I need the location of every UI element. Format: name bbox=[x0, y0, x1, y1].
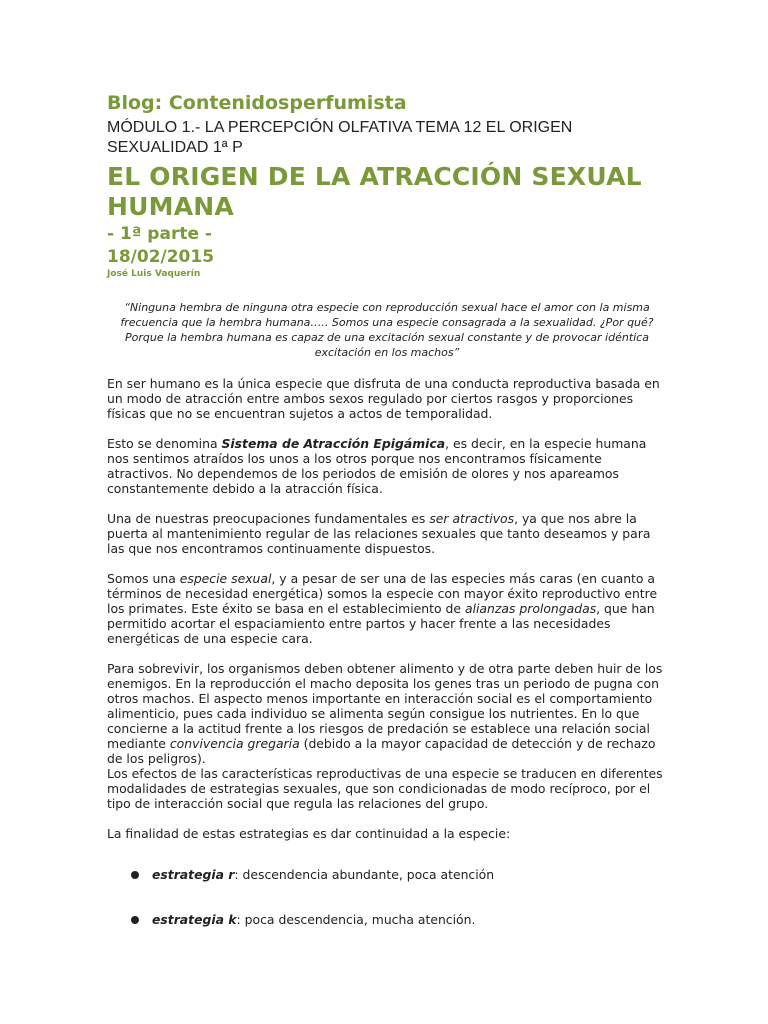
term-epigamic-system: Sistema de Atracción Epigámica bbox=[221, 436, 446, 451]
article-title: EL ORIGEN DE LA ATRACCIÓN SEXUAL HUMANA bbox=[107, 162, 642, 221]
strategy-description: : poca descendencia, mucha atención. bbox=[236, 912, 476, 927]
term-alianzas-prolongadas: alianzas prolongadas bbox=[464, 601, 597, 616]
paragraph-4 bbox=[107, 571, 667, 646]
term-convivencia-gregaria: convivencia gregaria bbox=[169, 736, 300, 751]
document-page bbox=[107, 90, 667, 927]
author-name: José Luis Vaquerín bbox=[107, 269, 201, 279]
paragraph-3-text-a: Una de nuestras preocupaciones fundamentales es bbox=[107, 511, 430, 526]
paragraph-2 bbox=[107, 436, 667, 496]
strategy-term: estrategia r bbox=[152, 867, 235, 882]
strategy-description: : descendencia abundante, poca atención bbox=[234, 867, 495, 882]
paragraph-7: La finalidad de estas estrategias es dar continuidad a la especie: bbox=[107, 826, 511, 841]
bullet-icon bbox=[131, 871, 139, 879]
term-ser-atractivos: ser atractivos bbox=[429, 511, 515, 526]
paragraph-3-text-b: , ya que nos abre la puerta al mantenimiento regular de las relaciones sexuales que tanto deseamos y para las que nos encontramos continuamente dispuestos. bbox=[107, 511, 651, 556]
strategy-list bbox=[107, 867, 667, 927]
paragraph-3 bbox=[107, 511, 667, 556]
paragraph-5-text-a: Para sobrevivir, los organismos deben obtener alimento y de otra parte deben huir de los enemigos. En la reproducción el macho deposita los genes tras un periodo de pugna con otros machos. El aspecto menos importante en interacción social es el comportamiento alimenticio, pues cada individuo se alimenta según consigue los nutrientes. En lo que concierne a la actitud frente a los riesgos de predación se establece una relación social mediante bbox=[107, 661, 663, 751]
blog-title: Blog: Contenidosperfumista bbox=[107, 92, 407, 114]
epigraph-quote: “Ninguna hembra de ninguna otra especie con reproducción sexual hace el amor con la misma frecuencia que la hembra humana….. Somos una especie consagrada a la sexualidad. ¿Por qué? Porque la hembra humana es capaz de una excitación sexual constante y de provocar idéntica excitación en los machos” bbox=[120, 301, 654, 359]
paragraph-5 bbox=[107, 661, 667, 766]
paragraph-4-text-c: , que han permitido acortar el espaciamiento entre partos y hacer frente a las necesidades energéticas de una especie cara. bbox=[107, 601, 655, 646]
part-label: - 1ª parte - bbox=[107, 224, 212, 244]
term-especie-sexual: especie sexual bbox=[179, 571, 272, 586]
module-line: MÓDULO 1.- LA PERCEPCIÓN OLFATIVA TEMA 12 EL ORIGEN SEXUALIDAD 1ª P bbox=[107, 119, 573, 156]
bullet-icon bbox=[131, 916, 139, 924]
list-item bbox=[107, 912, 667, 927]
paragraph-2-text-b: , es decir, en la especie humana nos sentimos atraídos los unos a los otros porque nos encontramos físicamente atractivos. No dependemos de los periodos de emisión de olores y nos apareamos constantemente debido a la atracción física. bbox=[107, 436, 647, 496]
article-date: 18/02/2015 bbox=[107, 247, 215, 267]
paragraph-1: En ser humano es la única especie que disfruta de una conducta reproductiva basada en un modo de atracción entre ambos sexos regulado por ciertos rasgos y proporciones físicas que no se encuentran sujetos a actos de temporalidad. bbox=[107, 376, 660, 421]
list-item bbox=[107, 867, 667, 882]
paragraph-4-text-b: , y a pesar de ser una de las especies más caras (en cuanto a términos de necesidad energética) somos la especie con mayor éxito reproductivo entre los primates. Este éxito se basa en el establecimiento de bbox=[107, 571, 658, 616]
paragraph-2-text-a: Esto se denomina bbox=[107, 436, 222, 451]
paragraph-4-text-a: Somos una bbox=[107, 571, 180, 586]
paragraph-5-text-b: (debido a la mayor capacidad de detección y de rechazo de los peligros). bbox=[107, 736, 656, 766]
strategy-term: estrategia k bbox=[152, 912, 237, 927]
paragraph-6: Los efectos de las características reproductivas de una especie se traducen en diferentes modalidades de estrategias sexuales, que son condicionadas de modo recíproco, por el tipo de interacción social que regula las relaciones del grupo. bbox=[107, 766, 663, 811]
